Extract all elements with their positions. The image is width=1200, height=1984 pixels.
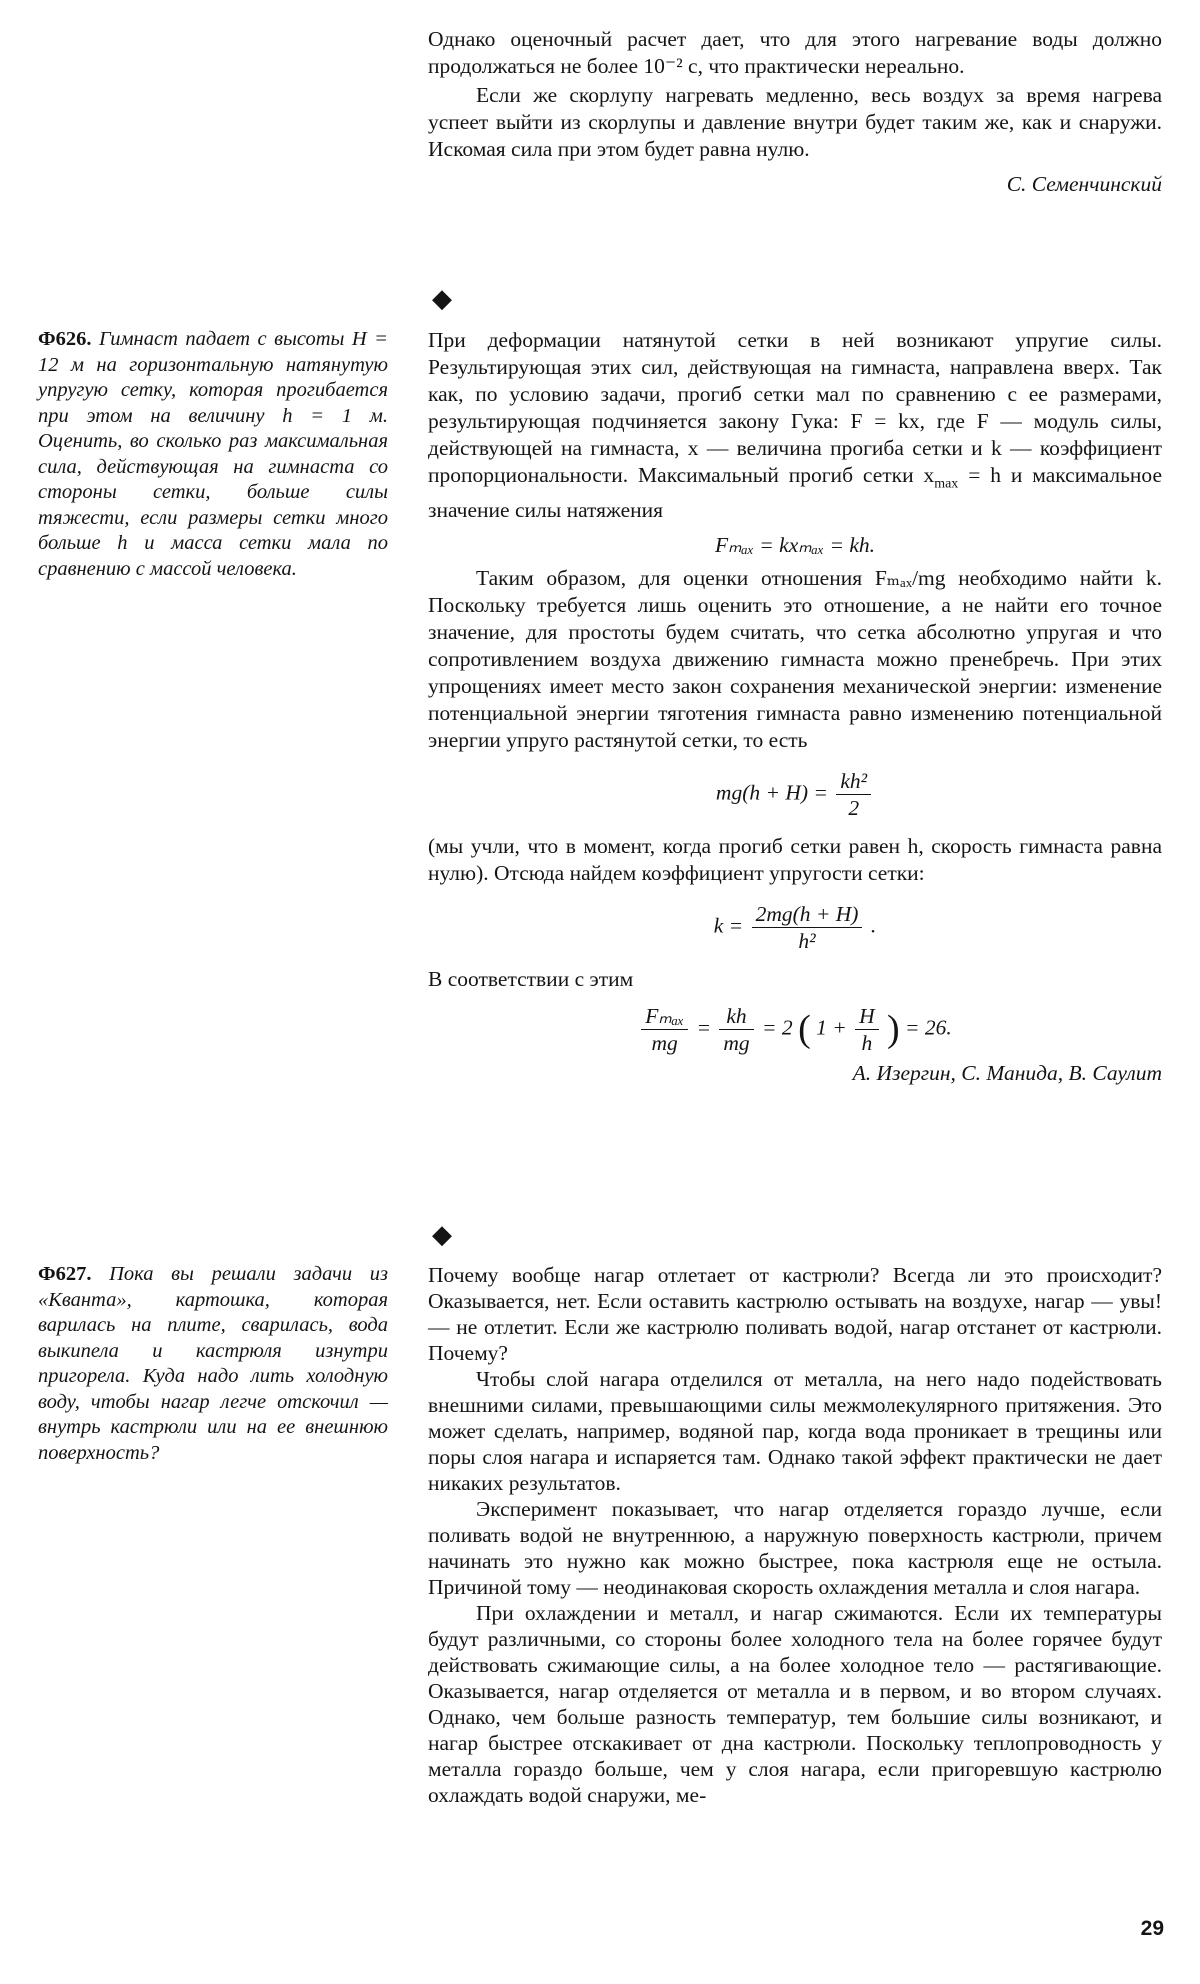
solution-627-paragraph-4: При охлаждении и металл, и нагар сжимаются. Если их температуры будут различными, со стороны более холодного тела на более горячее будут действовать сжимающие силы, а на более холодное тело — растягивающие. Оказывается, нагар отделяется от металла и в первом, и во втором случаях. Однако, чем больше разность температур, тем большие силы возникают, и нагар быстрее отскакивает от дна кастрюли. Поскольку теплопроводность у металла гораздо больше, чем у слоя нагара, если пригоревшую кастрюлю охлаждать водой снаружи, ме-	[428, 1601, 1162, 1807]
intro-block	[428, 26, 1162, 198]
solution-626-signature: А. Изергин, С. Манида, В. Саулит	[852, 1061, 1162, 1086]
formula-ratio: $\frac{\text{Fₘₐₓ}}{mg}$ = $\frac{kh}{mg}$ = 2 ( 1 + $\frac{H}{h}$ ) = 26.	[428, 1003, 1162, 1056]
problem-627-statement	[38, 1262, 388, 1466]
page-number: 29	[1140, 1917, 1164, 1940]
intro-paragraph-1: Однако оценочный расчет дает, что для этого нагревание воды должно продолжаться не более 10⁻² с, что практически нереально.	[428, 27, 1162, 78]
problem-627-text: Пока вы решали задачи из «Кванта», картошка, которая варилась на плите, сварилась, вода выкипела и кастрюля изнутри пригорела. Куда надо лить холодную воду, чтобы нагар легче отскочил — внутрь кастрюли или на ее внешнюю поверхность?	[38, 1263, 388, 1464]
solution-627-paragraph-1: Почему вообще нагар отлетает от кастрюли? Всегда ли это происходит? Оказывается, нет. Если оставить кастрюлю остывать на воздухе, нагар — увы! — не отлетит. Если же кастрюлю поливать водой, нагар отстанет от кастрюли. Почему?	[428, 1263, 1162, 1365]
intro-paragraph-2: Если же скорлупу нагревать медленно, весь воздух за время нагрева успеет выйти из скорлупы и давление внутри будет таким же, как и снаружи. Искомая сила при этом будет равна нулю.	[428, 83, 1162, 161]
separator-diamond-icon-2: ◆	[432, 1220, 452, 1249]
formula-energy: mg(h + H) = $\frac{\text{kh²}}{2}$	[428, 768, 1162, 821]
problem-626-statement	[38, 327, 388, 582]
solution-627-paragraph-3: Эксперимент показывает, что нагар отделяется гораздо лучше, если поливать водой не внутреннюю, а наружную поверхность кастрюли, причем начинать это нужно как можно быстрее, пока кастрюля еще не остыла. Причиной тому — неодинаковая скорость охлаждения металла и слоя нагара.	[428, 1497, 1162, 1599]
separator-diamond-icon: ◆	[432, 284, 452, 313]
problem-627-solution	[428, 1262, 1162, 1808]
problem-627-id: Ф627.	[38, 1263, 92, 1285]
solution-626-paragraph-3: (мы учли, что в момент, когда прогиб сетки равен h, скорость гимнаста равна нулю). Отсюда найдем коэффициент упругости сетки:	[428, 834, 1162, 886]
solution-626-paragraph-1: При деформации натянутой сетки в ней возникают упругие силы. Результирующая этих сил, действующая на гимнаста, направлена вверх. Так как, по условию задачи, прогиб сетки мал по сравнению с ее размерами, результирующая подчиняется закону Гука: F = kx, где F — модуль силы, действующей на гимнаста, x — величина прогиба сетки и k — коэффициент пропорциональности. Максимальный прогиб сетки $x_{max} = h$ и максимальное значение силы натяжения	[428, 328, 1162, 523]
formula-k: k = $\frac{2mg(h + H)}{\text{h²}}$ .	[713, 902, 877, 954]
solution-626-paragraph-2: Таким образом, для оценки отношения Fₘₐₓ/mg необходимо найти k. Поскольку требуется лишь оценить это отношение, а не найти его точное значение, для простоты будем считать, что сетка абсолютно упругая и что сопротивлением воздуха движению гимнаста можно пренебречь. При этих упрощениях имеет место закон сохранения механической энергии: изменение потенциальной энергии тяготения гимнаста равно изменению потенциальной энергии упруго растянутой сетки, то есть	[428, 566, 1162, 753]
solution-627-paragraph-2: Чтобы слой нагара отделился от металла, на него надо подействовать внешними силами, превышающими силы межмолекулярного притяжения. Это может сделать, например, водяной пар, когда вода проникает в трещины или поры слоя нагара и испаряется там. Однако такой эффект практически не дает никаких результатов.	[428, 1367, 1162, 1495]
solution-626-paragraph-4: В соответствии с этим	[428, 967, 634, 992]
problem-626-text: Гимнаст падает с высоты H = 12 м на горизонтальную натянутую упругую сетку, которая прогибается при этом на величину h = 1 м. Оценить, во сколько раз максимальная сила, действующая на гимнаста со стороны сетки, больше силы тяжести, если размеры сетки много больше h и масса сетки мала по сравнению с массой человека.	[38, 328, 388, 580]
problem-626-solution	[428, 327, 1162, 1087]
intro-signature: С. Семенчинский	[1006, 172, 1162, 196]
problem-626-id: Ф626.	[38, 328, 92, 350]
formula-fmax: Fₘₐₓ = kxₘₐₓ = kh.	[715, 533, 875, 558]
